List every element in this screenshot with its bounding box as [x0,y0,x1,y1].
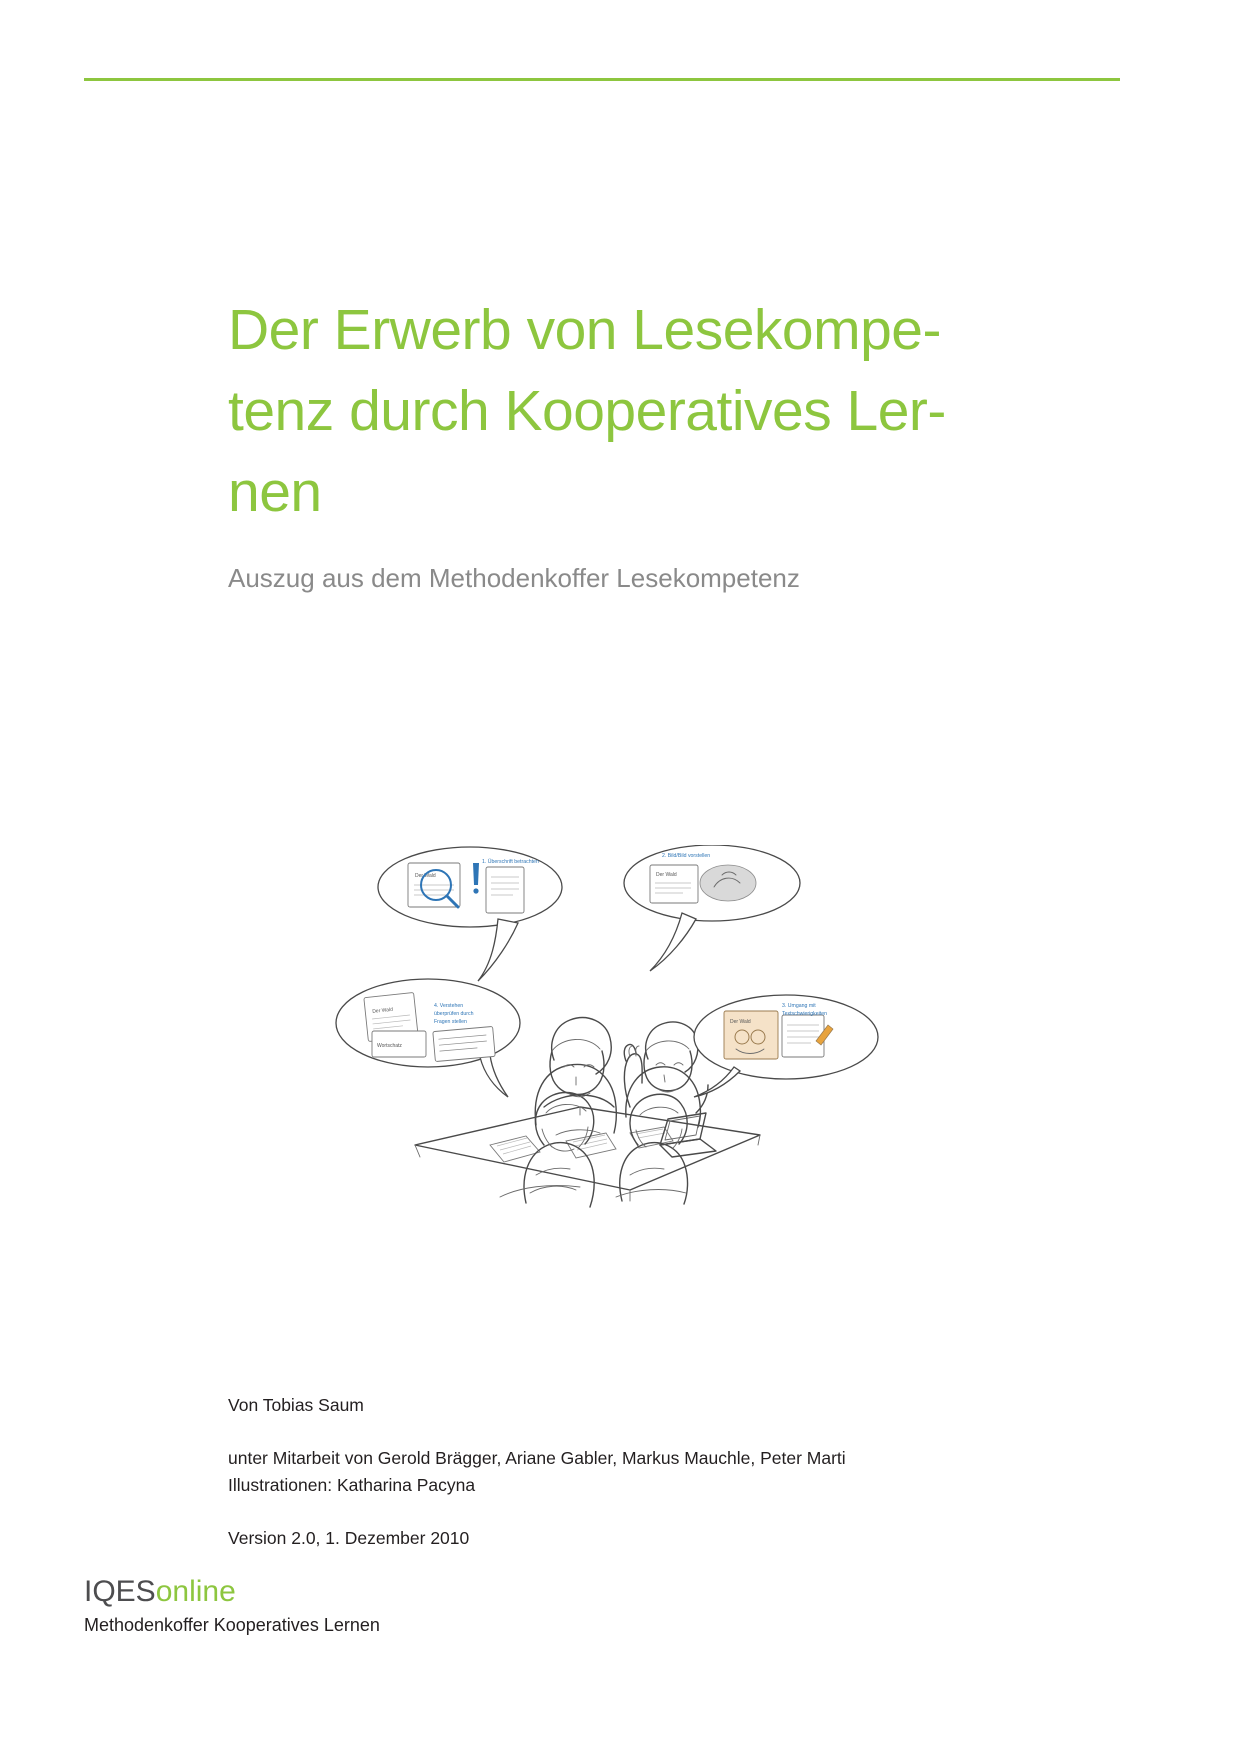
credit-illustrations: Illustrationen: Katharina Pacyna [228,1475,476,1496]
bubble-4-label: 3. Umgang mit [782,1003,816,1009]
bubble-3-label: 4. Verstehen [434,1003,464,1009]
bubble-4 [694,995,878,1097]
bubble-2-label: 2. Bild/Bild vorstellen [662,853,711,859]
header-rule [84,78,1120,81]
brand-logo [84,1575,984,1608]
credit-version: Version 2.0, 1. Dezember 2010 [228,1528,470,1549]
svg-text:Textschwierigkeiten: Textschwierigkeiten [782,1011,827,1017]
page-title-line-2: tenz durch Kooperatives Ler- [228,378,946,443]
page-subtitle: Auszug aus dem Methodenkoffer Lesekompetenz [228,562,800,593]
svg-text:Der Wald: Der Wald [415,873,436,879]
page-title-line-1: Der Erwerb von Lesekompe- [228,298,941,362]
svg-text:Der Wald: Der Wald [372,1006,394,1015]
title-block [228,290,1058,596]
page-title [228,290,1058,533]
bubble-1 [378,847,562,981]
brand-primary: IQES [84,1575,156,1608]
bubble-3 [336,979,520,1097]
footer-subtitle: Methodenkoffer Kooperatives Lernen [84,1615,380,1635]
svg-text:Wortschatz: Wortschatz [377,1043,402,1049]
brand-secondary: online [155,1575,236,1608]
svg-text:überprüfen durch: überprüfen durch [434,1011,474,1017]
bubble-2 [624,845,800,971]
svg-text:Der Wald: Der Wald [656,872,677,878]
credit-collaborators: unter Mitarbeit von Gerold Brägger, Ariane Gabler, Markus Mauchle, Peter Marti [228,1448,846,1469]
group-reading-illustration [330,845,890,1265]
footer [84,1575,984,1636]
credit-author: Von Tobias Saum [228,1395,364,1415]
bubble-1-label: 1. Überschrift betrachten [482,859,539,865]
credits-block [228,1392,1028,1553]
page-title-line-3: nen [228,459,322,524]
svg-text:Der Wald: Der Wald [730,1019,751,1025]
svg-text:Fragen stellen: Fragen stellen [434,1019,467,1025]
